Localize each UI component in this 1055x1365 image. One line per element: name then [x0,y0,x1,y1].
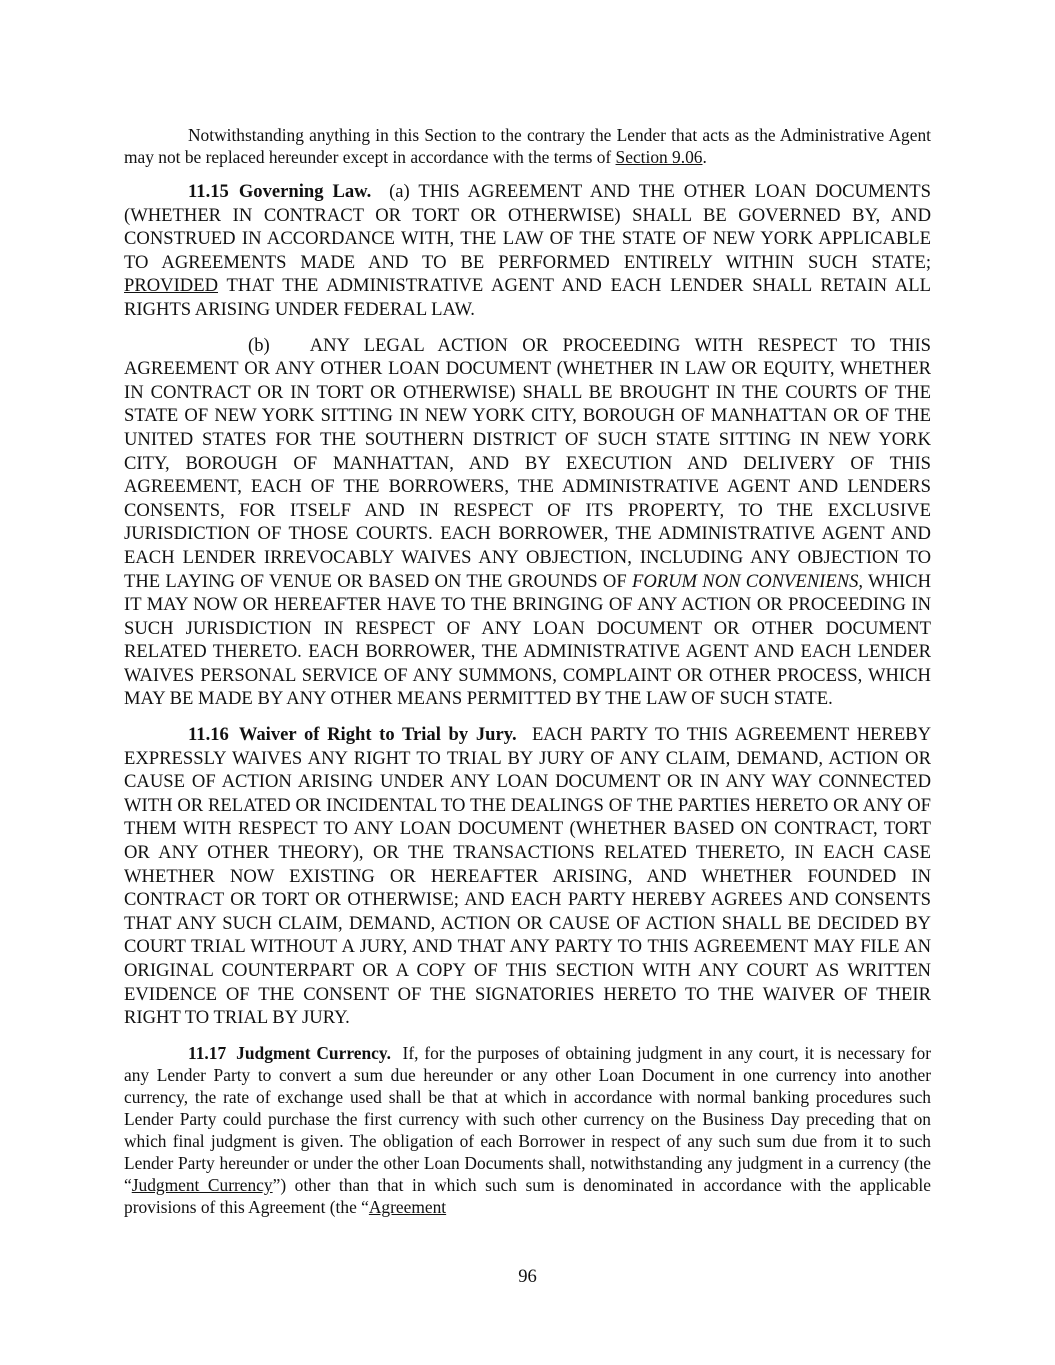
clause-text: If, for the purposes of obtaining judgment in any court, it is necessary for any Lender Party to convert a sum due hereunder or any other Loan Document in one currency into another currency, the rate of exchange used shall be that at which in accordance with normal banking procedures such Lender Party could purchase the first currency with such other currency on the Business Day preceding that on which final judgment is given. The obligation of each Borrower in respect of any such sum due from it to such Lender Party hereunder or under the other Loan Documents shall, notwithstanding any judgment in a currency (the “ [124,1042,931,1195]
clause-text: (a) THIS AGREEMENT AND THE OTHER LOAN DOCUMENTS (WHETHER IN CONTRACT OR TORT OR OTHERWISE) SHALL BE GOVERNED BY, AND CONSTRUED IN ACCORDANCE WITH, THE LAW OF THE STATE OF NEW YORK APPLICABLE TO AGREEMENTS MADE AND TO BE PERFORMED ENTIRELY WITHIN SUCH STATE; [124,181,932,273]
section-title: Judgment Currency. [236,1042,391,1063]
section-number: 11.17 [188,1042,227,1063]
section-11-15-b [124,334,931,712]
paragraph-text: Notwithstanding anything in this Section to the contrary the Lender that acts as the Administrative Agent may not be replaced hereunder except in accordance with the terms of [124,125,931,167]
clause-text: , WHICH IT MAY NOW OR HEREAFTER HAVE TO THE BRINGING OF ANY ACTION OR PROCEEDING IN SUCH JURISDICTION IN RESPECT OF ANY LOAN DOCUMENT OR OTHER DOCUMENT RELATED THERETO. EACH BORROWER, THE ADMINISTRATIVE AGENT AND EACH LENDER WAIVES PERSONAL SERVICE OF ANY SUMMONS, COMPLAINT OR OTHER PROCESS, WHICH MAY BE MADE BY ANY OTHER MEANS PERMITTED BY THE LAW OF SUCH STATE. [124,570,931,710]
clause-text: ”) other than that in which such sum is denominated in accordance with the applicable provisions of this Agreement (the “ [124,1174,931,1217]
page-number: 96 [518,1266,537,1287]
latin-term: FORUM NON CONVENIENS [631,570,859,592]
section-number: 11.15 [188,181,229,202]
document-page [124,124,931,1230]
paragraph-text: . [702,147,707,167]
section-number: 11.16 [188,724,229,746]
section-title: Waiver of Right to Trial by Jury. [238,724,517,746]
section-reference-link: Section 9.06 [615,147,703,167]
section-title: Governing Law. [238,181,372,202]
clause-text: THAT THE ADMINISTRATIVE AGENT AND EACH LENDER SHALL RETAIN ALL RIGHTS ARISING UNDER FEDERAL LAW. [124,275,931,320]
defined-term: Judgment Currency [131,1174,273,1195]
provided-term: PROVIDED [124,275,219,297]
clause-text: ANY LEGAL ACTION OR PROCEEDING WITH RESPECT TO THIS AGREEMENT OR ANY OTHER LOAN DOCUMENT (WHETHER IN LAW OR EQUITY, WHETHER IN CONTRACT OR IN TORT OR OTHERWISE) SHALL BE BROUGHT IN THE COURTS OF THE STATE OF NEW YORK SITTING IN NEW YORK CITY, BOROUGH OF MANHATTAN OR OF THE UNITED STATES FOR THE SOUTHERN DISTRICT OF SUCH STATE SITTING IN NEW YORK CITY, BOROUGH OF MANHATTAN, AND BY EXECUTION AND DELIVERY OF THIS AGREEMENT, EACH OF THE BORROWERS, THE ADMINISTRATIVE AGENT AND LENDERS CONSENTS, FOR ITSELF AND IN RESPECT OF ITS PROPERTY, TO THE EXCLUSIVE JURISDICTION OF THOSE COURTS. EACH BORROWER, THE ADMINISTRATIVE AGENT AND EACH LENDER IRREVOCABLY WAIVES ANY OBJECTION, INCLUDING ANY OBJECTION TO THE LAYING OF VENUE OR BASED ON THE GROUNDS OF [124,334,931,592]
section-11-16 [124,723,931,1030]
section-11-15-a [124,180,931,322]
clause-label: (b) [248,334,270,356]
paragraph-replacement-note [124,124,931,168]
section-11-17 [124,1042,931,1218]
clause-text: EACH PARTY TO THIS AGREEMENT HEREBY EXPRESSLY WAIVES ANY RIGHT TO TRIAL BY JURY OF ANY CLAIM, DEMAND, ACTION OR CAUSE OF ACTION ARISING UNDER ANY LOAN DOCUMENT OR IN ANY WAY CONNECTED WITH OR RELATED OR INCIDENTAL TO THE DEALINGS OF THE PARTIES HERETO OR ANY OF THEM WITH RESPECT TO ANY LOAN DOCUMENT (WHETHER BASED ON CONTRACT, TORT OR ANY OTHER THEORY), OR THE TRANSACTIONS RELATED THERETO, IN EACH CASE WHETHER NOW EXISTING OR HEREAFTER ARISING, AND WHETHER FOUNDED IN CONTRACT OR TORT OR OTHERWISE; AND EACH PARTY HEREBY AGREES AND CONSENTS THAT ANY SUCH CLAIM, DEMAND, ACTION OR CAUSE OF ACTION SHALL BE DECIDED BY COURT TRIAL WITHOUT A JURY, AND THAT ANY PARTY TO THIS AGREEMENT MAY FILE AN ORIGINAL COUNTERPART OR A COPY OF THIS SECTION WITH ANY COURT AS WRITTEN EVIDENCE OF THE CONSENT OF THE SIGNATORIES HERETO TO THE WAIVER OF THEIR RIGHT TO TRIAL BY JURY. [124,724,932,1029]
defined-term: Agreement [368,1196,447,1217]
